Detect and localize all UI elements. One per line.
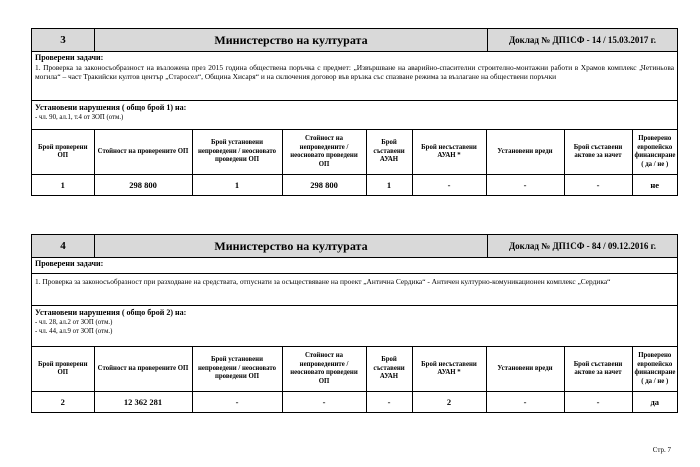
checked-tasks-text: 1. Проверка за законосъобразност при разходване на средствата, отпуснати за осъществяване на проект „Антична Сердика“ - Античен културно-комуникационен комплекс „Сердика“ [35, 277, 611, 286]
audit-block [31, 234, 678, 413]
column-header: Брой съставени АУАН [366, 347, 412, 392]
page-number: Стр. 7 [652, 446, 671, 454]
checked-tasks-title: Проверени задачи: [35, 53, 104, 62]
column-header: Проверено европейско финансиране ( да / не ) [632, 347, 677, 392]
stats-table [32, 130, 677, 195]
violation-item: - чл. 28, ал.2 от ЗОП (отм.) [35, 319, 113, 326]
checked-tasks-section [32, 274, 677, 306]
violations-section [32, 306, 677, 347]
column-header: Брой установени непроведени / неосновато проведени ОП [192, 130, 282, 175]
checked-tasks-title-section [32, 258, 677, 274]
table-row [32, 175, 677, 196]
column-header: Брой несъставени АУАН * [412, 347, 486, 392]
violations-title: Установени нарушения ( общо брой 1) на: [35, 103, 187, 112]
block-number: 3 [32, 29, 95, 51]
checked-tasks-text: 1. Проверка за законосъобразност на възложена през 2015 година обществена поръчка с предмет: „Извършване на аварийно-спасителни строително-монтажни работи в Храмов комплекс „Четиньова могила“ – част Тракийски култов център „Старосел“, Община Хисаря“ и на сключения договор във връзка със спазване режима за възлагане на обществени поръчки [35, 63, 674, 81]
report-number: Доклад № ДП1СФ - 14 / 15.03.2017 г. [508, 35, 656, 45]
column-header: Стойност на проверените ОП [94, 130, 192, 175]
table-cell: - [192, 392, 282, 413]
violation-item: - чл. 90, ал.1, т.4 от ЗОП (отм.) [35, 114, 124, 121]
table-cell: да [650, 397, 660, 407]
column-header: Брой проверени ОП [32, 347, 94, 392]
table-cell: 298 800 [94, 175, 192, 196]
table-cell: - [564, 392, 632, 413]
column-header: Брой проверени ОП [32, 130, 94, 175]
table-cell: 298 800 [282, 175, 366, 196]
table-row [32, 392, 677, 413]
table-cell: 12 362 281 [94, 392, 192, 413]
column-header: Брой съставени актове за начет [564, 130, 632, 175]
table-cell: - [486, 175, 564, 196]
stats-table [32, 347, 677, 412]
checked-tasks-title: Проверени задачи: [35, 259, 104, 268]
table-cell: - [366, 392, 412, 413]
table-cell: 1 [32, 175, 94, 196]
violations-section [32, 101, 677, 130]
block-header [32, 29, 677, 52]
checked-tasks-section [32, 52, 677, 101]
violation-item: - чл. 44, ал.9 от ЗОП (отм.) [35, 328, 113, 335]
table-header-row [32, 130, 677, 175]
table-cell: - [412, 175, 486, 196]
table-header-row [32, 347, 677, 392]
column-header: Брой съставени актове за начет [564, 347, 632, 392]
table-cell: - [282, 392, 366, 413]
ministry-title: Министерство на културата [95, 235, 488, 257]
column-header: Стойност на непроведените / неосновато проведени ОП [282, 130, 366, 175]
table-cell: 1 [192, 175, 282, 196]
table-cell: не [650, 180, 660, 190]
table-cell: 1 [366, 175, 412, 196]
column-header: Установени вреди [486, 347, 564, 392]
column-header: Брой съставени АУАН [366, 130, 412, 175]
column-header: Брой несъставени АУАН * [412, 130, 486, 175]
column-header: Проверено европейско финансиране ( да / не ) [632, 130, 677, 175]
table-cell: - [564, 175, 632, 196]
column-header: Стойност на проверените ОП [94, 347, 192, 392]
block-header [32, 235, 677, 258]
table-cell: 2 [32, 392, 94, 413]
report-number: Доклад № ДП1СФ - 84 / 09.12.2016 г. [508, 241, 656, 251]
column-header: Установени вреди [486, 130, 564, 175]
block-number: 4 [32, 235, 95, 257]
column-header: Стойност на непроведените / неосновато проведени ОП [282, 347, 366, 392]
table-cell: - [486, 392, 564, 413]
column-header: Брой установени непроведени / неосновато проведени ОП [192, 347, 282, 392]
ministry-title: Министерство на културата [95, 29, 488, 51]
violations-title: Установени нарушения ( общо брой 2) на: [35, 308, 187, 317]
audit-block [31, 28, 678, 196]
table-cell: 2 [412, 392, 486, 413]
